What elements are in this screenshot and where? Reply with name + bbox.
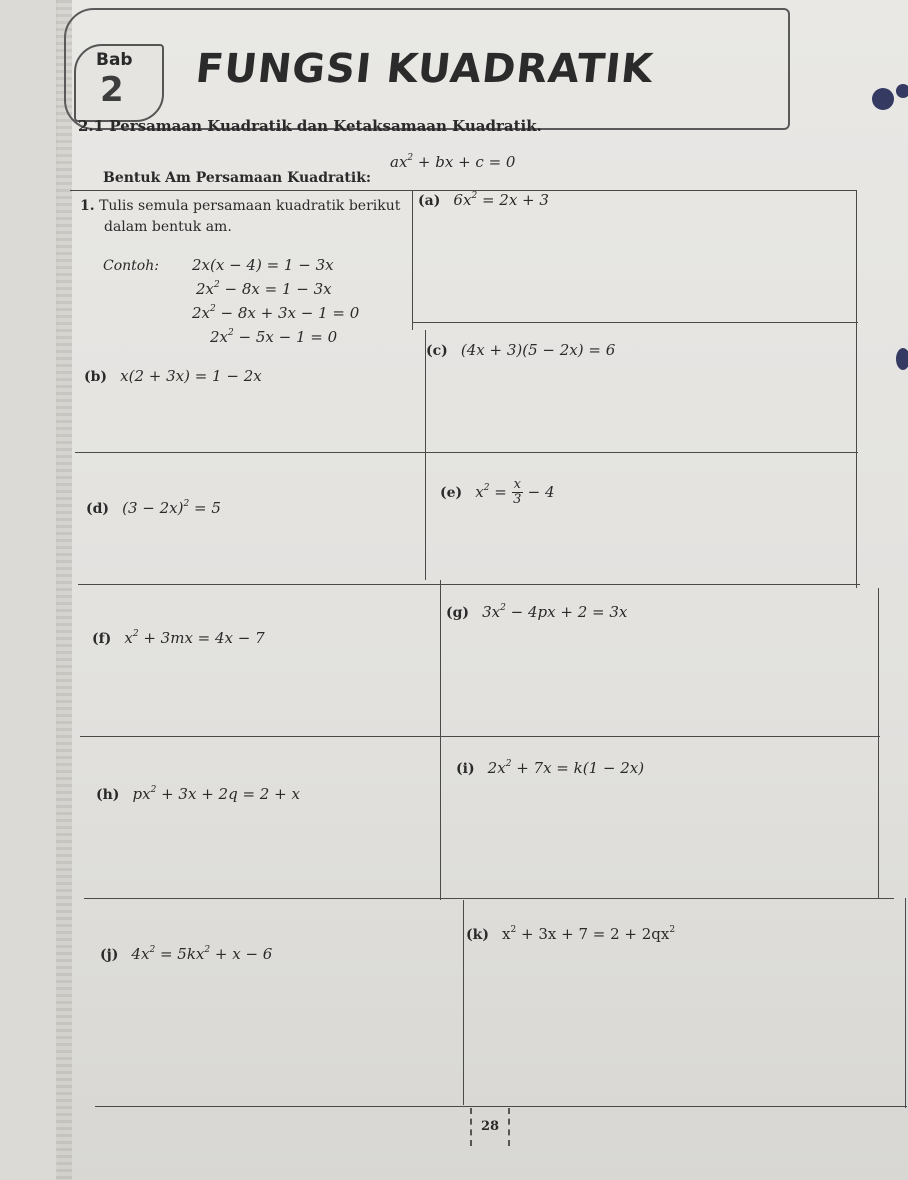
table-center-divider [412, 190, 413, 330]
item-equation: $x^2 + 3mx = 4x - 7$ [124, 629, 265, 647]
table-center-divider [425, 330, 426, 580]
chapter-title: FUNGSI KUADRATIK [193, 46, 656, 92]
example-step-1: 2x(x − 4) = 1 − 3x [192, 256, 334, 274]
fraction: $\frac{x}{3}$ [513, 477, 522, 507]
decorative-dot [896, 84, 908, 98]
item-equation: $x^2 + 3x + 7 = 2 + 2qx^2$ [502, 925, 676, 943]
table-row-divider [80, 736, 880, 737]
item-label: (b) [84, 369, 108, 385]
item-label: (k) [466, 927, 489, 943]
section-heading: 2.1 Persamaan Kuadratik dan Ketaksamaan Kuadratik. [78, 117, 542, 135]
item-equation: $3x^2 - 4px + 2 = 3x$ [482, 603, 628, 621]
item-f [92, 628, 265, 647]
item-label: (d) [86, 501, 110, 517]
table-right-border [905, 898, 906, 1108]
item-label: (g) [446, 605, 470, 621]
item-equation: x(2 + 3x) = 1 − 2x [120, 367, 262, 385]
decorative-dot [896, 348, 908, 370]
item-k [466, 924, 675, 943]
table-right-border [878, 588, 879, 898]
item-label: (i) [456, 761, 475, 777]
item-label: (a) [418, 193, 441, 209]
item-label: (h) [96, 787, 120, 803]
item-b [84, 366, 262, 385]
chapter-label: Bab [96, 50, 133, 70]
item-c [426, 340, 615, 359]
example-step-4: $2x^2 - 5x - 1 = 0$ [210, 328, 338, 346]
item-equation: $6x^2 = 2x + 3$ [453, 191, 549, 209]
item-i [456, 758, 644, 777]
item-g [446, 602, 627, 621]
question-line-2: dalam bentuk am. [104, 219, 232, 235]
example-label: Contoh: [103, 258, 159, 274]
item-label: (f) [92, 631, 112, 647]
general-form-equation: $ax^2$ + bx + c = 0 [390, 153, 516, 171]
binding-spine [56, 0, 72, 1180]
item-e [440, 478, 555, 507]
decorative-dot [872, 88, 894, 110]
question-line-1: Tulis semula persamaan kuadratik berikut [99, 198, 401, 214]
question-number: 1. [80, 198, 95, 214]
item-h [96, 784, 300, 803]
example-step-3: $2x^2 - 8x + 3x - 1 = 0$ [192, 304, 360, 322]
table-row-divider [84, 898, 894, 899]
example-step-2: $2x^2 - 8x = 1 - 3x$ [196, 280, 332, 298]
item-a [418, 190, 549, 209]
general-form-label: Bentuk Am Persamaan Kuadratik: [103, 170, 372, 186]
item-label: (e) [440, 484, 463, 501]
item-equation: $x^2$ = $\frac{x}{3}$ − 4 [475, 477, 555, 507]
item-equation: $4x^2 = 5kx^2 + x - 6$ [131, 945, 273, 963]
item-label: (j) [100, 947, 119, 963]
question-text [80, 196, 400, 238]
table-border-bottom [95, 1106, 907, 1107]
table-right-border [856, 190, 857, 588]
table-row-divider [412, 322, 858, 323]
item-equation: (4x + 3)(5 − 2x) = 6 [460, 341, 616, 359]
item-label: (c) [426, 343, 448, 359]
item-equation: $(3 - 2x)^2 = 5$ [122, 499, 221, 517]
item-equation: $2x^2 + 7x = k(1 - 2x)$ [487, 759, 645, 777]
page-number: 28 [470, 1108, 510, 1146]
table-row-divider [75, 452, 858, 453]
table-center-divider [440, 580, 441, 900]
item-j [100, 944, 272, 963]
chapter-number: 2 [100, 70, 124, 110]
item-d [86, 498, 221, 517]
table-center-divider [463, 900, 464, 1105]
item-equation: $px^2 + 3x + 2q = 2 + x$ [132, 785, 300, 803]
table-row-divider [78, 584, 860, 585]
